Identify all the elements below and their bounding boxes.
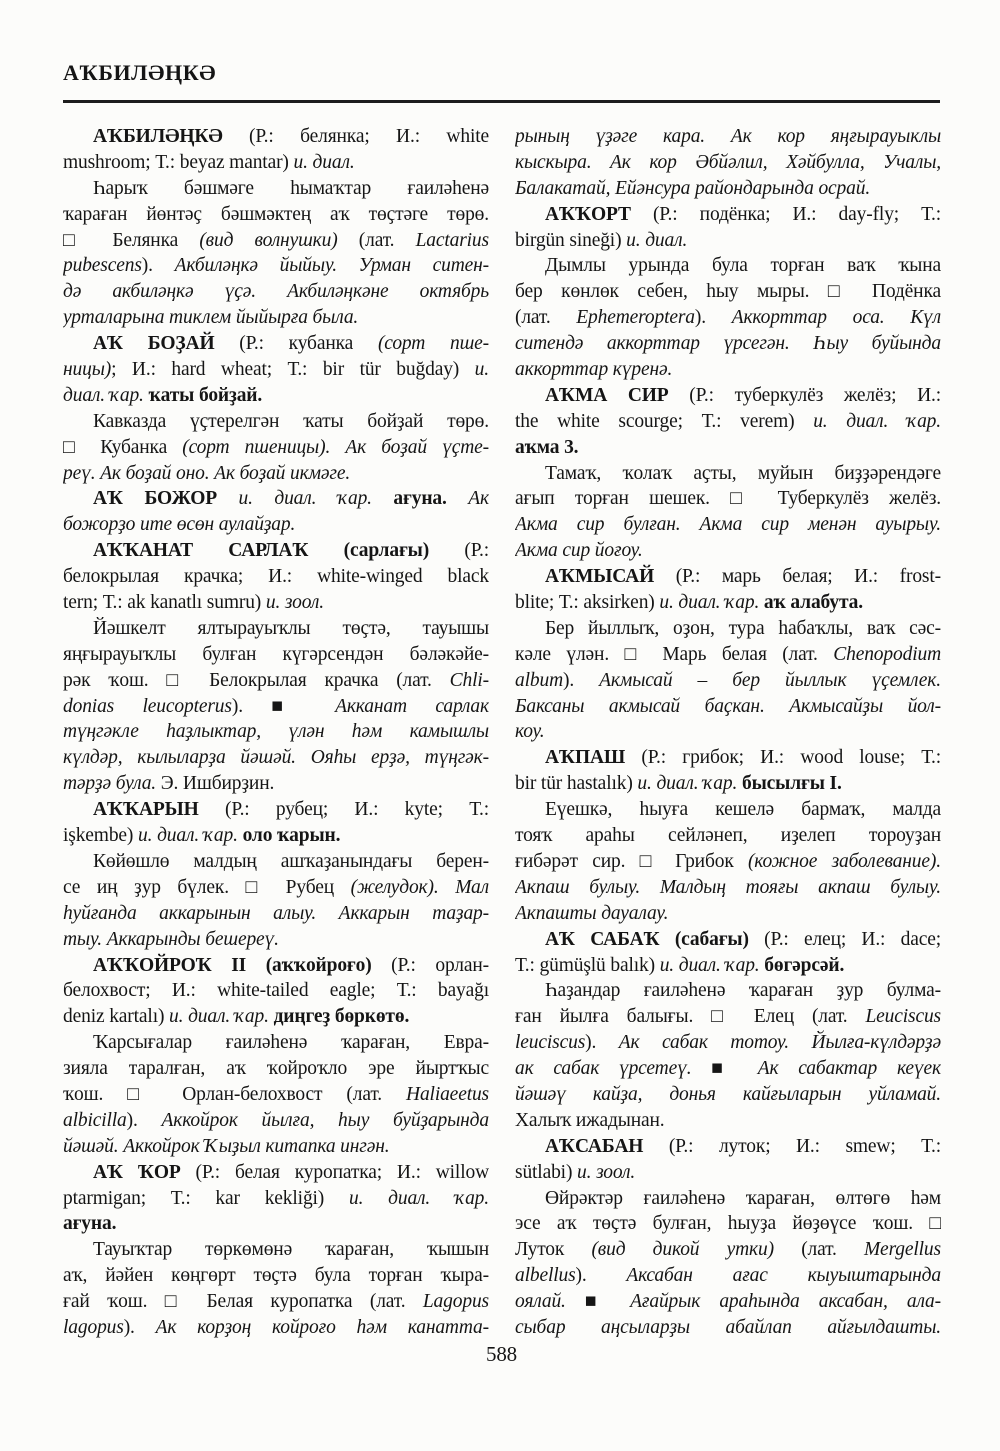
text-run: Балакатай, Ейәнсура райондарында осрай.	[515, 177, 871, 199]
text-run: күлдәр, кылыларҙа йәшәй. Ояһы ерҙә, түңгәк-	[63, 747, 489, 769]
text-run: яңғырауыҡлы булған күгәрсендән бәләкәйе-	[63, 643, 489, 665]
text-line	[515, 901, 941, 927]
text-run: blite; Т.: aksirken)	[515, 592, 660, 614]
text-run: albicilla	[63, 1109, 127, 1131]
text-line	[515, 564, 941, 590]
text-run: leuciscus	[515, 1032, 586, 1054]
text-line	[515, 486, 941, 512]
text-line	[63, 357, 489, 383]
text-line	[63, 383, 489, 409]
text-line	[63, 1004, 489, 1030]
text-run: и. диал.	[626, 229, 688, 251]
text-run: işkembe)	[63, 825, 139, 847]
text-run: (Р.: туберкулёз желёз; И.:	[668, 384, 941, 406]
text-line	[63, 486, 489, 512]
text-run: урталарына тиклем йыйырға была.	[63, 307, 359, 329]
text-line	[515, 771, 941, 797]
text-run: (лат.	[773, 1239, 864, 1261]
text-run: АҠ БОЖОР	[93, 488, 218, 510]
text-run: АҠҠАНАТ САРЛАҠ (сарлағы)	[93, 540, 430, 562]
text-line	[515, 797, 941, 823]
text-line	[63, 668, 489, 694]
text-line	[515, 823, 941, 849]
text-run: и. зоол.	[577, 1161, 636, 1183]
text-run: оялай.	[515, 1291, 566, 1313]
text-run: (Р.: марь белая; И.: frost-	[654, 566, 941, 588]
right-column	[515, 124, 941, 1341]
text-line	[515, 435, 941, 461]
text-run: АҠБИЛӘҢКӘ	[93, 126, 223, 147]
text-run: АҠ БОҘАЙ	[93, 333, 215, 355]
text-run: аҡма 3.	[515, 436, 579, 458]
text-run: Өйрәктәр ғаиләһенә ҡараған, өлтөгө һәм	[545, 1187, 941, 1209]
text-run: реү. Ак боҙай оно. Ак боҙай икмәге.	[63, 462, 351, 484]
text-run: Көйөшлө малдың ашҡаҙанындағы берен-	[93, 850, 489, 872]
text-line	[515, 616, 941, 642]
text-line	[63, 1134, 489, 1160]
text-run: ).	[123, 1316, 156, 1338]
text-run: ситендә аккорттар үрсегән. Һыу буйында	[515, 333, 941, 355]
text-run: и. диал. ҡар.	[138, 825, 243, 847]
text-run: бөгәрсәй.	[764, 954, 845, 976]
text-line	[515, 1004, 941, 1030]
text-run: Ак сабак тотоу. Йылға-күлдәрҙә	[618, 1032, 941, 1054]
text-line	[63, 771, 489, 797]
text-run: белокрылая крачка; И.: white-winged black	[63, 566, 489, 588]
text-line	[63, 1237, 489, 1263]
text-line	[515, 642, 941, 668]
text-line	[63, 150, 489, 176]
text-line	[63, 279, 489, 305]
text-run: Дымлы урында була торған ваҡ ҡына	[545, 255, 941, 277]
text-run: йәшәү кайҙа, донья кайғыларын уйламай.	[515, 1083, 941, 1105]
text-run: ағуна.	[63, 1213, 117, 1235]
text-run: Йәшкелт ялтырауыҡлы төҫтә, тауышы	[93, 617, 489, 639]
text-line	[63, 590, 489, 616]
text-run: ■	[565, 1291, 631, 1313]
text-line	[515, 279, 941, 305]
text-run: рәк ҡош. □ Белокрылая крачка (лат.	[63, 669, 450, 691]
text-line	[63, 1186, 489, 1212]
text-run: тәрҙә була.	[63, 773, 157, 795]
text-line	[63, 1030, 489, 1056]
text-run: и. диал.	[293, 151, 355, 173]
text-line	[63, 202, 489, 228]
text-line	[515, 1315, 941, 1341]
text-line	[515, 409, 941, 435]
text-line	[515, 719, 941, 745]
text-line	[63, 228, 489, 254]
text-run: һуйғанда аккарынын алыу. Аккарын таҙар-	[63, 902, 489, 924]
text-line	[515, 1056, 941, 1082]
text-columns	[63, 124, 941, 1341]
text-run: се иң ҙур бүлек. □ Рубец	[63, 876, 351, 898]
text-run: (Р.: луток; И.: smew; Т.:	[643, 1135, 941, 1157]
text-run: (Р.: подёнка; И.: day-fly; Т.:	[630, 203, 941, 225]
text-line	[63, 616, 489, 642]
text-run: ғай ҡош. □ Белая куропатка (лат.	[63, 1291, 423, 1313]
text-run: ; И.: hard wheat; Т.: bir tür buğday)	[111, 359, 475, 381]
text-line	[515, 1186, 941, 1212]
text-line	[63, 331, 489, 357]
text-run: Ак корҙоң койроғо һәм канатта-	[155, 1316, 489, 1338]
text-run: ).	[694, 307, 732, 329]
text-line	[63, 1211, 489, 1237]
text-run: ).	[563, 669, 600, 691]
text-run: deniz kartalı)	[63, 1006, 170, 1028]
text-line	[63, 1263, 489, 1289]
text-run: Акмысай – бер йыллык үҫемлек.	[599, 669, 941, 691]
text-run: и. зоол.	[265, 592, 324, 614]
text-line	[515, 953, 941, 979]
text-run: АҠҠОРТ	[545, 203, 631, 225]
text-run: бер көнлөк себен, һыу мыры. □ Подёнка	[515, 281, 941, 303]
text-run: Луток	[515, 1239, 592, 1261]
text-run: (Р.: грибок; И.: wood louse; Т.:	[625, 747, 941, 769]
text-line	[515, 461, 941, 487]
text-line	[63, 953, 489, 979]
text-run: тояҡ араһы сейләнеп, иҙелеп тороуҙан	[515, 825, 941, 847]
text-run: Һарыҡ бәшмәге һымаҡтар ғаиләһенә	[93, 177, 489, 199]
text-run: Lactarius	[415, 229, 489, 251]
text-run: ҡош. □ Орлан-белохвост (лат.	[63, 1083, 407, 1105]
text-run: Кавказда үҫтерелгән ҡаты бойҙай төрө.	[93, 410, 489, 432]
text-run: и.	[474, 359, 489, 381]
text-run: (желудок). Мал	[350, 876, 489, 898]
text-run: и. диал. ҡар.	[659, 954, 765, 976]
text-line	[63, 694, 489, 720]
text-run: зияла таралған, аҡ ҡойроҡло эре йыртҡыс	[63, 1058, 489, 1080]
text-run: ҡаты бойҙай.	[148, 384, 263, 406]
text-run: bir tür hastalık)	[515, 773, 638, 795]
text-line	[515, 745, 941, 771]
text-run: диңгеҙ бөркөтө.	[273, 1006, 410, 1028]
text-line	[515, 253, 941, 279]
text-run: Акпашты дауалау.	[515, 902, 669, 924]
text-run: Leuciscus	[865, 1006, 941, 1028]
text-line	[515, 383, 941, 409]
text-run: Chli-	[449, 669, 489, 691]
text-line	[515, 1030, 941, 1056]
text-line	[63, 719, 489, 745]
text-run: mushroom; Т.: beyaz mantar)	[63, 151, 294, 173]
text-run: и. диал. ҡар.	[659, 592, 764, 614]
text-run: Бер йыллыҡ, оҙон, тура һабаҡлы, ваҡ сәс-	[545, 617, 941, 639]
text-line	[515, 1108, 941, 1134]
text-run: рының үҙәге кара. Ак кор яңғырауыклы	[515, 126, 941, 147]
text-run: (лат.	[515, 307, 577, 329]
text-run: Еүешкә, һыуға кешелә бармаҡ, малда	[545, 799, 941, 821]
text-line	[63, 1108, 489, 1134]
text-line	[515, 1160, 941, 1186]
text-run: Баксаны акмысай баҫкан. Акмысайҙы йол-	[515, 695, 941, 717]
text-run: album	[515, 669, 564, 691]
text-run: (вид волнушки)	[199, 229, 338, 251]
text-line	[63, 797, 489, 823]
text-run: Ҡарсығалар ғаиләһенә ҡараған, Евра-	[93, 1032, 489, 1054]
text-line	[515, 1082, 941, 1108]
text-run: (Р.: рубец; И.: kyte; Т.:	[198, 799, 489, 821]
text-run: (Р.: елец; И.: dace;	[748, 928, 941, 950]
text-run: Акма сир йоғоу.	[515, 540, 643, 562]
text-run: и. диал. ҡар.	[813, 410, 941, 432]
text-line	[63, 564, 489, 590]
text-run: аҡ алабута.	[763, 592, 863, 614]
text-run: Тамаҡ, ҡолаҡ аҫты, муйын биҙҙәрендәге	[545, 462, 941, 484]
text-run: ).	[585, 1032, 619, 1054]
text-run: (сорт пшеницы). Ак боҙай үҫте-	[182, 436, 489, 458]
text-run: (Р.: кубанка	[214, 333, 378, 355]
running-head-guide-word: АҠБИЛӘҢКӘ	[63, 60, 217, 85]
text-run: Т.: gümüşlü balık)	[515, 954, 660, 976]
text-run: оло ҡарын.	[242, 825, 341, 847]
text-run: эсе аҡ төҫтә булған, һыуҙа йөҙөүсе ҡош. □	[515, 1213, 941, 1235]
text-run: (Р.: белая куропатка; И.: willow	[180, 1161, 489, 1183]
text-line	[515, 305, 941, 331]
text-run: ғибәрәт сир. □ Грибок	[515, 850, 748, 872]
text-run: Халыҡ ижадынан.	[515, 1109, 665, 1131]
text-run: ).	[141, 255, 175, 277]
text-run: Һаҙандар ғаиләһенә ҡараған ҙур булма-	[545, 980, 941, 1002]
text-run: Тауыҡтар төркөмөнә ҡараған, ҡышын	[93, 1239, 489, 1261]
text-run: АҠПАШ	[545, 747, 626, 769]
text-run: белохвост; И.: white-tailed eagle; Т.: bayağı	[63, 980, 489, 1002]
text-line	[63, 435, 489, 461]
text-line	[63, 253, 489, 279]
text-run: түңгәкле һаҙлыктар, үлән һәм камышлы	[63, 721, 489, 743]
text-line	[63, 745, 489, 771]
text-line	[63, 1289, 489, 1315]
text-line	[63, 901, 489, 927]
text-line	[515, 927, 941, 953]
page-number: 588	[485, 1342, 518, 1366]
text-run: (Р.: орлан-	[371, 954, 489, 976]
text-line	[515, 124, 941, 150]
text-run: АҠ ҠОР	[93, 1161, 181, 1183]
text-run: tern; Т.: ak kanatlı sumru)	[63, 592, 266, 614]
text-line	[63, 1315, 489, 1341]
text-run: birgün sineği)	[515, 229, 627, 251]
text-run: АҠ САБАҠ (сабағы)	[545, 928, 749, 950]
text-run: ■	[691, 1058, 758, 1080]
text-line	[515, 331, 941, 357]
text-line	[515, 150, 941, 176]
text-run: АҠМА СИР	[545, 384, 669, 406]
text-run: ).	[575, 1265, 627, 1287]
text-run: Аккойрок йылға, һыу буйҙарында	[161, 1109, 489, 1131]
text-run: ptarmigan; Т.: kar kekliği)	[63, 1187, 349, 1209]
text-line	[63, 849, 489, 875]
text-run: Акканат сарлак	[335, 695, 489, 717]
text-run: аҡ, йәйен көңгөрт төҫтә була торған ҡыра-	[63, 1265, 489, 1287]
text-run: Аккорттар оса. Күл	[731, 307, 941, 329]
text-line	[515, 875, 941, 901]
text-run: Э. Ишбирҙин.	[156, 773, 275, 795]
text-line	[63, 409, 489, 435]
text-line	[515, 1211, 941, 1237]
text-run: Акма сир булған. Акма сир менән ауырыу.	[515, 514, 941, 536]
text-run: АҠҠОЙРОҠ II (аҡҡойроғо)	[93, 954, 372, 976]
text-run: АҠҠАРЫН	[93, 799, 199, 821]
text-line	[515, 228, 941, 254]
text-run: (Р.:	[429, 540, 489, 562]
text-run: йәшәй. Аккойрок Ҡыҙыл китапка ингән.	[63, 1135, 390, 1157]
text-run: the white scourge; Т.: verem)	[515, 410, 814, 432]
text-run: pubescens	[63, 255, 142, 277]
text-run: и. диал. ҡар.	[348, 1187, 489, 1209]
text-run: □ Белянка	[63, 229, 200, 251]
text-line	[515, 1263, 941, 1289]
left-column	[63, 124, 489, 1341]
text-run: Акбиләңкә йыйыу. Урман ситен-	[174, 255, 489, 277]
text-run: □ Кубанка	[63, 436, 183, 458]
text-line	[515, 849, 941, 875]
text-run: Ағайрык араһында аксабан, ала-	[630, 1291, 941, 1313]
text-run: Lagopus	[422, 1291, 489, 1313]
text-run: ).	[126, 1109, 162, 1131]
text-run: albellus	[515, 1265, 576, 1287]
text-line	[63, 978, 489, 1004]
text-line	[515, 512, 941, 538]
text-run: ницы)	[63, 359, 112, 381]
text-run: donias leucopterus	[63, 695, 232, 717]
text-line	[63, 875, 489, 901]
text-run: дә акбиләңкә үҫә. Акбиләңкәне октябрь	[63, 281, 489, 303]
text-run: (Р.: белянка; И.: white	[222, 126, 489, 147]
text-line	[63, 642, 489, 668]
text-line	[63, 1160, 489, 1186]
text-run: божорҙо ите өсөн аулайҙар.	[63, 514, 296, 536]
text-line	[63, 124, 489, 150]
text-line	[63, 461, 489, 487]
text-line	[515, 668, 941, 694]
text-run: Ак сабактар кеүек	[757, 1058, 941, 1080]
text-line	[63, 176, 489, 202]
text-run: lagopus	[63, 1316, 124, 1338]
text-run: Аксабан ағас кыуыштарында	[626, 1265, 941, 1287]
text-run: диал. ҡар.	[63, 384, 149, 406]
text-line	[515, 590, 941, 616]
text-run: ). ■	[231, 695, 336, 717]
text-line	[63, 823, 489, 849]
text-run: коу.	[515, 721, 545, 743]
text-run: и. диал. ҡар.	[217, 488, 394, 510]
text-line	[63, 512, 489, 538]
text-run: Mergellus	[863, 1239, 941, 1261]
text-line	[515, 1134, 941, 1160]
text-run: sütlabi)	[515, 1161, 578, 1183]
text-run: тыу. Аккарынды бешереү.	[63, 928, 279, 950]
text-run: Акпаш булыу. Малдың тояғы акпаш булыу.	[515, 876, 941, 898]
text-run: сыбар аңсыларҙы абайлап айғылдашты.	[515, 1316, 941, 1338]
text-run: ҡараған йөнтәҫ бәшмәктең аҡ төҫтәге төрө.	[63, 203, 489, 225]
text-run: кыскыра. Ак кор Әбйәлил, Хәйбулла, Учалы,	[515, 151, 941, 173]
text-line	[515, 1289, 941, 1315]
text-run: ағуна.	[393, 488, 447, 510]
text-run: и. диал. ҡар.	[169, 1006, 274, 1028]
text-line	[515, 202, 941, 228]
text-run: (лат.	[337, 229, 416, 251]
text-run: Chenopodium	[833, 643, 941, 665]
text-run: и. диал. ҡар.	[637, 773, 742, 795]
text-line	[63, 1056, 489, 1082]
text-run: ағып торған шешек. □ Туберкулёз желёз.	[515, 488, 941, 510]
text-line	[515, 176, 941, 202]
text-run: (кожное заболевание).	[747, 850, 941, 872]
text-line	[63, 927, 489, 953]
text-line	[515, 538, 941, 564]
text-run: ған йылға балығы. □ Елец (лат.	[515, 1006, 866, 1028]
text-run: (вид дикой утки)	[591, 1239, 774, 1261]
text-run: АҠСАБАН	[545, 1135, 644, 1157]
text-line	[515, 357, 941, 383]
text-run: АҠМЫСАЙ	[545, 566, 655, 588]
text-run: бысылғы I.	[741, 773, 842, 795]
text-line	[63, 1082, 489, 1108]
text-run: Ак	[446, 488, 489, 510]
text-run: (сорт пше-	[377, 333, 489, 355]
text-run: ак сабак үрсетеү.	[515, 1058, 692, 1080]
text-line	[515, 694, 941, 720]
text-run: Haliaeetus	[406, 1083, 489, 1105]
text-run: Ephemeroptera	[576, 307, 695, 329]
text-line	[63, 538, 489, 564]
text-line	[515, 978, 941, 1004]
text-line	[515, 1237, 941, 1263]
text-run: кәле үлән. □ Марь белая (лат.	[515, 643, 834, 665]
text-run: аккорттар күренә.	[515, 359, 673, 381]
header-rule	[63, 100, 940, 103]
text-line	[63, 305, 489, 331]
